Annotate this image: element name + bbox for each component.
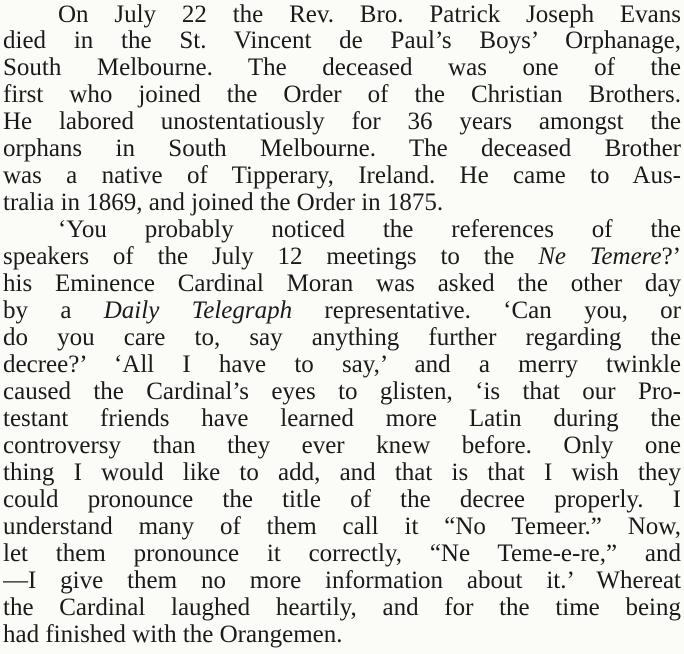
text-line: —I give them no more information about it.’ Whereat [3,568,681,594]
text-line: testant friends have learned more Latin during the [3,406,681,432]
text-line: thing I would like to add, and that is that I wish they [3,460,681,486]
text-line: do you care to, say anything further regarding the [3,325,681,351]
text-line: the Cardinal laughed heartily, and for the time being [3,595,681,621]
text-line: first who joined the Order of the Christian Brothers. [3,82,681,108]
ne-temere-italic: Ne Temere [538,244,662,270]
text-line: tralia in 1869, and joined the Order in 1875. [3,190,444,216]
text-line: controversy than they ever knew before. Only one [3,433,681,459]
text-line: ‘You probably noticed the references of the [58,217,681,243]
text-line: South Melbourne. The deceased was one of the [3,55,681,81]
text-line: died in the St. Vincent de Paul’s Boys’ Orphanage, [3,28,681,54]
text-line: had finished with the Orangemen. [3,622,343,648]
text-line: speakers of the July 12 meetings to the Ne Temere?’ [3,244,681,270]
daily-telegraph-italic: Daily Telegraph [103,298,293,324]
text-line: could pronounce the title of the decree properly. I [3,487,681,513]
text-line: On July 22 the Rev. Bro. Patrick Joseph Evans [58,2,681,28]
text-line: by a Daily Telegraph representative. ‘Can you, or [3,298,681,324]
text-line: his Eminence Cardinal Moran was asked the other day [3,271,681,297]
text-line: caused the Cardinal’s eyes to glisten, ‘is that our Pro- [3,379,681,405]
text-line: orphans in South Melbourne. The deceased Brother [3,136,681,162]
text-line: let them pronounce it correctly, “Ne Teme-e-re,” and [3,541,681,567]
text-line: decree?’ ‘All I have to say,’ and a merry twinkle [3,352,681,378]
text-line: was a native of Tipperary, Ireland. He came to Aus- [3,163,681,189]
text-line: understand many of them call it “No Temeer.” Now, [3,514,681,540]
text-line: He labored unostentatiously for 36 years amongst the [3,109,681,135]
